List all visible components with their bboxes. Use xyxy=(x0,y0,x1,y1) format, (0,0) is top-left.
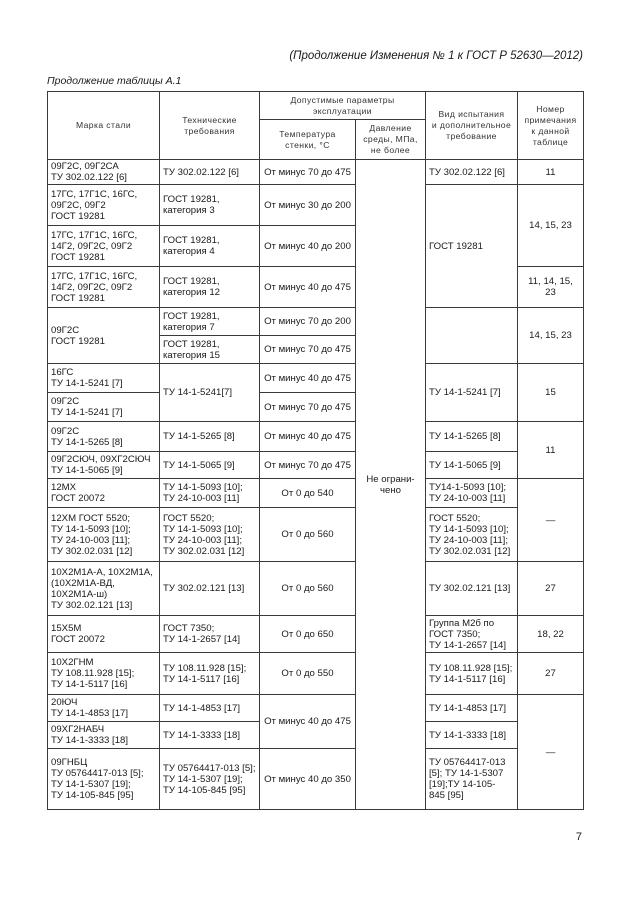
cell-line: ТУ 108.11.928 [15]; xyxy=(51,668,135,679)
cell-line: среды, МПа, xyxy=(363,134,418,144)
cell-line: таблице xyxy=(532,136,569,147)
cell-line: ТУ 24-10-003 [11] xyxy=(163,493,240,504)
temperature-cell: От минус 70 до 475 xyxy=(260,393,356,422)
cell-line: Группа М2б по xyxy=(429,617,495,629)
cell-line: ТУ 302.02.122 [6] xyxy=(163,166,239,178)
temperature-cell: От минус 40 до 475 xyxy=(260,364,356,393)
cell-line: 09ГНБЦ xyxy=(51,757,88,768)
cell-line: категория 15 xyxy=(163,349,221,361)
header-row xyxy=(48,92,584,120)
note-merged-cell xyxy=(518,422,584,479)
grade-cell xyxy=(48,749,160,810)
cell-line: ТУ 14-1-5265 [8] xyxy=(51,436,123,448)
cell-line: Номер xyxy=(536,103,565,114)
header-params xyxy=(260,92,426,120)
cell-line: к данной xyxy=(531,125,570,136)
cell-line: 27 xyxy=(545,583,556,594)
note-cell xyxy=(518,267,584,308)
page-header: (Продолжение Изменения № 1 к ГОСТ Р 52630—2012) xyxy=(289,50,583,62)
requirements-cell xyxy=(160,308,260,336)
cell-line: 845 [95] xyxy=(429,790,464,801)
grade-cell xyxy=(48,653,160,695)
cell-line: 17ГС, 17Г1С, 16ГС, xyxy=(51,229,138,241)
cell-line: 09Г2С, 09Г2СА xyxy=(51,161,119,172)
requirements-cell xyxy=(160,267,260,308)
cell-line: Допустимые параметры xyxy=(290,94,395,105)
cell-line: 09Г2С xyxy=(51,396,80,407)
requirements-cell xyxy=(160,653,260,695)
cell-line: ТУ 108.11.928 [15]; xyxy=(163,662,247,674)
cell-line: 12МХ xyxy=(51,482,77,493)
cell-line: ТУ 14-1-5093 [10]; xyxy=(163,482,243,493)
cell-line: 14, 15, 23 xyxy=(529,220,572,231)
note-merged-cell xyxy=(518,308,584,364)
cell-line: 15Х5М xyxy=(51,623,82,634)
table-row xyxy=(48,616,584,653)
grade-cell xyxy=(48,422,160,452)
cell-line: ТУ 14-1-5241[7] xyxy=(163,387,233,398)
cell-line: требование xyxy=(446,131,497,141)
cell-line: ТУ 14-1-5241 [7] xyxy=(429,387,501,398)
cell-line: ТУ 14-1-3333 [18] xyxy=(429,729,507,741)
grade-cell xyxy=(48,267,160,308)
requirements-cell xyxy=(160,722,260,749)
temperature-cell: От минус 70 до 200 xyxy=(260,308,356,336)
header-test xyxy=(426,92,518,160)
requirements-cell xyxy=(160,508,260,562)
cell-line: примечания xyxy=(524,114,577,125)
cell-line: ТУ 302.02.121 [13] xyxy=(51,599,133,611)
test-merged-cell xyxy=(426,364,518,422)
cell-line: 09Г2С, 09Г2 xyxy=(51,199,106,211)
cell-line: 17ГС, 17Г1С, 16ГС, xyxy=(51,270,138,282)
cell-line: [19];ТУ 14-105- xyxy=(429,779,496,790)
cell-line: ТУ 14-1-5241 [7] xyxy=(51,407,123,418)
test-cell xyxy=(426,452,518,479)
cell-line: ТУ 05764417-013 xyxy=(429,757,506,768)
cell-line: 09Г2СЮЧ, 09ХГ2СЮЧ xyxy=(51,454,151,465)
test-cell xyxy=(426,308,518,364)
test-cell xyxy=(426,695,518,722)
cell-line: 23 xyxy=(545,287,556,298)
requirements-cell xyxy=(160,616,260,653)
header-note xyxy=(518,92,584,160)
temperature-cell: От минус 70 до 475 xyxy=(260,160,356,185)
requirements-cell xyxy=(160,479,260,508)
cell-line: 10Х2М1А-А, 10Х2М1А, xyxy=(51,566,153,578)
requirements-cell xyxy=(160,185,260,226)
cell-line: 09Г2С xyxy=(51,324,80,336)
cell-line: стенки, °С xyxy=(285,139,330,150)
cell-line: ГОСТ 20072 xyxy=(51,634,105,645)
cell-line: ТУ 302.02.031 [12] xyxy=(163,545,245,557)
cell-line: ГОСТ 19281 xyxy=(51,251,105,263)
temperature-cell: От минус 40 до 475 xyxy=(260,422,356,452)
table-row xyxy=(48,422,584,452)
requirements-cell xyxy=(160,226,260,267)
cell-line: 18, 22 xyxy=(537,628,564,640)
grade-cell xyxy=(48,722,160,749)
cell-line: ТУ 14-1-5117 [16] xyxy=(163,673,240,685)
cell-line: ГОСТ 5520; xyxy=(429,512,481,524)
cell-line: 20ЮЧ xyxy=(51,697,78,708)
test-cell xyxy=(426,749,518,810)
cell-line: ТУ 302.02.122 [6] xyxy=(51,172,127,183)
page-number: 7 xyxy=(575,831,582,843)
cell-line: ГОСТ 7350; xyxy=(163,623,215,634)
temperature-cell: От 0 до 560 xyxy=(260,508,356,562)
requirements-cell xyxy=(160,695,260,722)
temperature-cell: От минус 40 до 350 xyxy=(260,749,356,810)
note-cell xyxy=(518,160,584,185)
cell-line: категория 7 xyxy=(163,321,215,333)
cell-line: ГОСТ 19281, xyxy=(163,235,220,246)
temperature-cell: От 0 до 540 xyxy=(260,479,356,508)
requirements-cell xyxy=(160,160,260,185)
cell-line: ТУ 14-105-845 [95] xyxy=(51,790,134,801)
table-row xyxy=(48,749,584,810)
cell-line: 09Г2С xyxy=(51,425,80,437)
table-row xyxy=(48,160,584,185)
cell-line: не более xyxy=(370,145,411,155)
cell-line: 10Х2М1А-ш) xyxy=(51,588,108,600)
header-technical xyxy=(160,92,260,160)
cell-line: ТУ 302.02.121 [13] xyxy=(429,583,511,594)
cell-line: категория 3 xyxy=(163,205,215,216)
grade-cell xyxy=(48,508,160,562)
cell-line: Не ограни- xyxy=(366,473,415,485)
cell-line: ТУ 14-1-5117 [16] xyxy=(429,673,506,685)
temperature-cell: От 0 до 550 xyxy=(260,653,356,695)
cell-line: ТУ 14-1-5307 [19]; xyxy=(163,773,243,785)
cell-line: ГОСТ 5520; xyxy=(163,512,215,524)
cell-line: 17ГС, 17Г1С, 16ГС, xyxy=(51,188,138,200)
note-merged-cell xyxy=(518,695,584,810)
cell-line: ТУ 14-1-3333 [18] xyxy=(163,729,241,741)
cell-line: ГОСТ 19281 xyxy=(51,210,105,222)
cell-line: ТУ 24-10-003 [11]; xyxy=(429,534,508,546)
note-merged-cell xyxy=(518,185,584,267)
cell-line: ТУ 14-1-3333 [18] xyxy=(51,735,129,746)
cell-line: ТУ 05764417-013 [5]; xyxy=(163,762,256,774)
cell-line: ГОСТ 19281, xyxy=(163,310,220,322)
cell-line: ГОСТ 19281, xyxy=(163,338,220,350)
cell-line: ТУ 14-1-5241 [7] xyxy=(51,378,123,389)
test-cell xyxy=(426,422,518,452)
cell-line: ГОСТ 7350; xyxy=(429,628,481,640)
cell-line: ГОСТ 19281, xyxy=(163,276,220,287)
requirements-cell xyxy=(160,422,260,452)
cell-line: и дополнительное xyxy=(431,120,512,130)
cell-line: 14, 15, 23 xyxy=(529,330,572,341)
test-merged-cell xyxy=(426,185,518,308)
cell-line: ТУ 14-1-2657 [14] xyxy=(163,634,241,645)
cell-line: ТУ 24-10-003 [11]; xyxy=(51,534,130,546)
cell-line: 10Х2ГНМ xyxy=(51,657,94,668)
cell-line: ТУ 14-1-5065 [9] xyxy=(51,465,123,476)
requirements-cell xyxy=(160,749,260,810)
cell-line: 09ХГ2НАБЧ xyxy=(51,724,105,735)
cell-line: 11, 14, 15, xyxy=(528,276,573,287)
cell-line: ТУ 14-1-5093 [10]; xyxy=(163,523,243,535)
cell-line: ТУ 14-1-5117 [16] xyxy=(51,679,128,690)
table-row xyxy=(48,364,584,393)
cell-line: ТУ 14-105-845 [95] xyxy=(163,784,246,796)
cell-line: требования xyxy=(184,125,235,136)
note-cell xyxy=(518,562,584,616)
cell-line: ТУ 14-1-5065 [9] xyxy=(163,459,235,471)
grade-cell xyxy=(48,185,160,226)
cell-line: ТУ 302.02.031 [12] xyxy=(429,545,511,557)
cell-line: Технические xyxy=(182,114,237,125)
grade-cell xyxy=(48,616,160,653)
cell-line: 15 xyxy=(545,387,556,398)
cell-line: ТУ 108.11.928 [15]; xyxy=(429,662,513,674)
cell-line: ТУ 24-10-003 [11] xyxy=(429,493,506,504)
temperature-cell: От минус 40 до 200 xyxy=(260,226,356,267)
temperature-cell: От минус 30 до 200 xyxy=(260,185,356,226)
table-row xyxy=(48,452,584,479)
temperature-cell: От минус 70 до 475 xyxy=(260,336,356,364)
table-row xyxy=(48,508,584,562)
cell-line: 27 xyxy=(545,668,556,679)
table-caption: Продолжение таблицы А.1 xyxy=(47,75,182,87)
cell-line: ТУ 14-1-5307 [19]; xyxy=(51,779,131,790)
test-cell xyxy=(426,616,518,653)
table-row xyxy=(48,308,584,336)
cell-line: ТУ 302.02.122 [6] xyxy=(429,166,505,178)
grade-cell xyxy=(48,160,160,185)
grade-cell xyxy=(48,393,160,422)
table-row xyxy=(48,185,584,226)
cell-line: ТУ 14-1-5093 [10]; xyxy=(51,523,131,535)
cell-line: категория 4 xyxy=(163,246,215,257)
grade-cell xyxy=(48,695,160,722)
table-row xyxy=(48,695,584,722)
cell-line: (10Х2М1А-ВД, xyxy=(51,577,115,589)
table-row xyxy=(48,562,584,616)
cell-line: ТУ 14-1-5093 [10]; xyxy=(429,523,509,535)
temperature-cell: От минус 40 до 475 xyxy=(260,267,356,308)
cell-line: Температура xyxy=(279,128,336,139)
cell-line: — xyxy=(545,514,556,526)
grade-merged-cell xyxy=(48,308,160,364)
cell-line: ГОСТ 19281, xyxy=(163,194,220,205)
cell-line: 11 xyxy=(545,166,556,178)
cell-line: ТУ 14-1-4853 [17] xyxy=(429,702,507,714)
cell-line: ТУ 14-1-5065 [9] xyxy=(429,459,501,471)
grade-cell xyxy=(48,364,160,393)
requirements-cell xyxy=(160,452,260,479)
grade-cell xyxy=(48,452,160,479)
note-merged-cell xyxy=(518,479,584,562)
requirements-merged-cell xyxy=(160,364,260,422)
cell-line: 12ХМ ГОСТ 5520; xyxy=(51,512,130,524)
test-cell xyxy=(426,722,518,749)
cell-line: ТУ14-1-5093 [10]; xyxy=(429,482,507,493)
cell-line: 14Г2, 09Г2С, 09Г2 xyxy=(51,240,133,252)
table-row xyxy=(48,479,584,508)
temperature-cell: От минус 70 до 475 xyxy=(260,452,356,479)
cell-line: ТУ 302.02.121 [13] xyxy=(163,583,245,594)
cell-line: ГОСТ 19281 xyxy=(429,240,483,252)
cell-line: ТУ 302.02.031 [12] xyxy=(51,545,133,557)
cell-line: эксплуатации xyxy=(313,105,372,116)
note-merged-cell xyxy=(518,364,584,422)
test-cell xyxy=(426,160,518,185)
cell-line: 11 xyxy=(545,444,556,456)
test-cell xyxy=(426,562,518,616)
cell-line: [5]; ТУ 14-1-5307 xyxy=(429,768,504,779)
cell-line: ТУ 14-1-4853 [17] xyxy=(163,702,241,714)
cell-line: Давление xyxy=(369,123,412,133)
temperature-merged-cell: От минус 40 до 475 xyxy=(260,695,356,749)
header-grade: Марка стали xyxy=(48,92,160,160)
temperature-cell: От 0 до 560 xyxy=(260,562,356,616)
header-temperature xyxy=(260,120,356,160)
cell-line: 16ГС xyxy=(51,367,74,378)
test-cell xyxy=(426,508,518,562)
cell-line: ТУ 14-1-5265 [8] xyxy=(429,431,501,442)
grade-cell xyxy=(48,479,160,508)
cell-line: категория 12 xyxy=(163,287,221,298)
cell-line: ГОСТ 19281 xyxy=(51,335,105,347)
cell-line: ТУ 24-10-003 [11]; xyxy=(163,534,242,546)
grade-cell xyxy=(48,226,160,267)
grade-cell xyxy=(48,562,160,616)
requirements-cell xyxy=(160,562,260,616)
steel-grades-table xyxy=(47,91,584,810)
test-cell xyxy=(426,479,518,508)
cell-line: ТУ 14-1-2657 [14] xyxy=(429,639,507,651)
cell-line: ГОСТ 19281 xyxy=(51,292,105,304)
note-cell xyxy=(518,616,584,653)
header-pressure xyxy=(356,120,426,160)
cell-line: ТУ 14-1-4853 [17] xyxy=(51,708,129,719)
table-row xyxy=(48,653,584,695)
test-cell xyxy=(426,653,518,695)
cell-line: — xyxy=(545,746,556,758)
note-cell xyxy=(518,653,584,695)
temperature-cell: От 0 до 650 xyxy=(260,616,356,653)
cell-line: 14Г2, 09Г2С, 09Г2 xyxy=(51,281,133,293)
requirements-cell xyxy=(160,336,260,364)
cell-line: ГОСТ 20072 xyxy=(51,493,105,504)
cell-line: ТУ 05764417-013 [5]; xyxy=(51,768,144,779)
cell-line: Вид испытания xyxy=(438,109,505,119)
cell-line: ТУ 14-1-5265 [8] xyxy=(163,431,235,442)
pressure-merged-cell xyxy=(356,160,426,810)
cell-line: чено xyxy=(380,484,401,496)
